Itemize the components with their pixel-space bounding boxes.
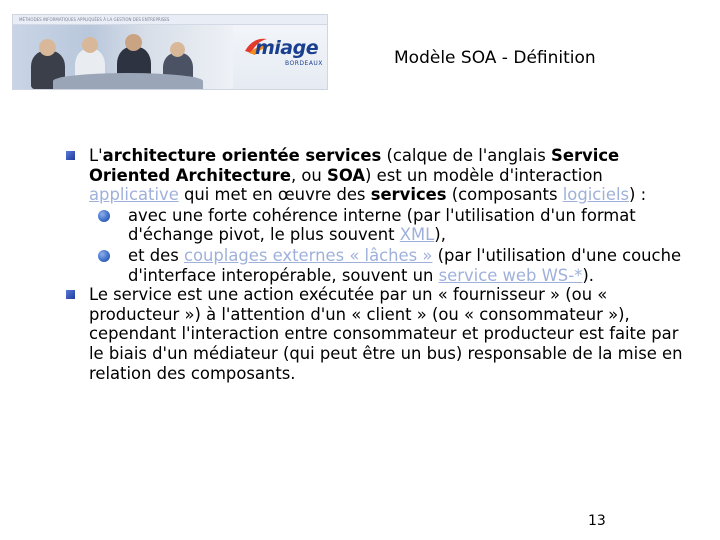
miage-logo-subtitle: BORDEAUX [285,60,323,67]
square-bullet-icon [66,290,75,299]
slide-title: Modèle SOA - Définition [394,48,596,68]
link-xml[interactable]: XML [399,225,435,245]
link-applicative[interactable]: applicative [89,185,179,205]
miage-logo: miage [255,37,319,59]
term-services: services [370,185,447,205]
term-architecture-orientee-services: architecture orientée services [102,146,382,165]
banner-photo [13,25,233,89]
page-number: 13 [588,513,606,529]
round-bullet-icon [98,250,110,262]
sub-bullet-coherence: avec une forte cohérence interne (par l'utilisation d'un format d'échange pivot, le plus souvent XML), [98,206,686,245]
sub-bullet-couplages: et des couplages externes « lâches » (par l'utilisation d'une couche d'interface interopérable, souvent un service web WS-*). [98,246,686,285]
header-banner [12,14,328,90]
square-bullet-icon [66,151,75,160]
slide-content [66,146,686,384]
round-bullet-icon [98,210,110,222]
term-service-oriented-architecture: Service Oriented Architecture [89,146,620,185]
link-logiciels[interactable]: logiciels [562,185,630,205]
bullet-soa-definition: L'architecture orientée services (calque de l'anglais Service Oriented Architecture, ou SOA) est un modèle d'interaction applicative qui met en œuvre des services (composants logiciels) : [66,146,686,205]
term-soa: SOA [327,165,365,185]
banner-caption: MÉTHODES INFORMATIQUES APPLIQUÉES À LA GESTION DES ENTREPRISES [13,15,328,25]
bullet-service-definition: Le service est une action exécutée par un « fournisseur » (ou « producteur ») à l'attention d'un « client » (ou « consommateur »), cependant l'interaction entre consommateur et producteur est faite par le biais d'un médiateur (qui peut être un bus) responsable de la mise en relation des composants. [66,285,686,383]
link-couplages-externes[interactable]: couplages externes « lâches » [183,245,433,265]
link-service-web[interactable]: service web WS-* [438,265,583,285]
